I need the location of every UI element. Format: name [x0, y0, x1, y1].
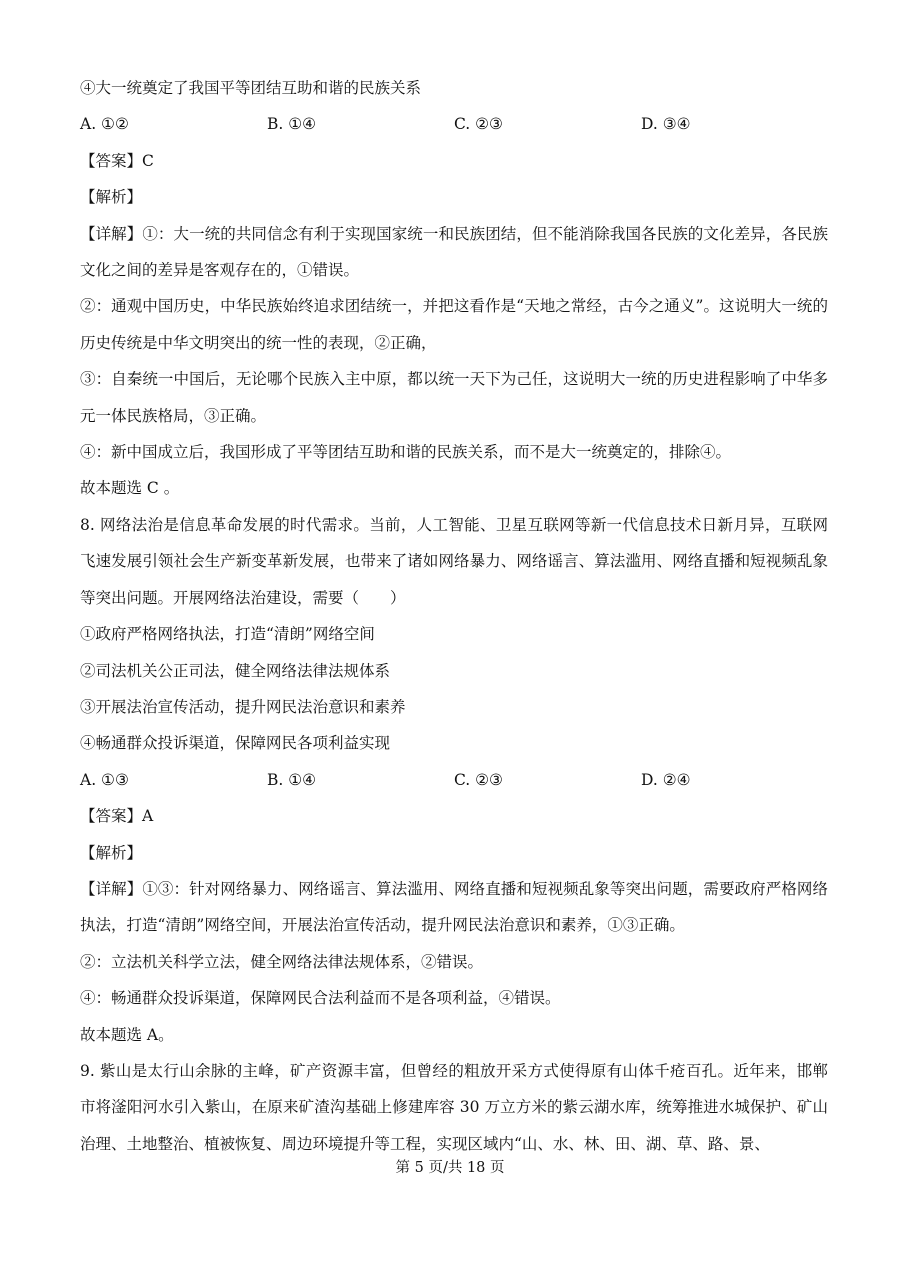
q8-option-a: A. ①③	[80, 770, 129, 789]
q7-detail-3: ③：自秦统一中国后，无论哪个民族入主中原，都以统一天下为己任，这说明大一统的历史进程影响了中华多元一体民族格局，③正确。	[80, 370, 828, 425]
q7-option-a: A. ①②	[80, 115, 129, 134]
q9-stem: 9. 紫山是太行山余脉的主峰，矿产资源丰富，但曾经的粗放开采方式使得原有山体千疮百孔。近年来，邯郸市将滏阳河水引入紫山，在原来矿渣沟基础上修建库容 30 万立方米的紫云湖水库，统筹推进水城保护、矿山治理、土地整治、植被恢复、周边环境提升等工程，实现区域内“山、水、林、田、湖、草、路、景、	[80, 1061, 828, 1153]
q8-stem: 8. 网络法治是信息革命发展的时代需求。当前，人工智能、卫星互联网等新一代信息技术日新月异，互联网飞速发展引领社会生产新变革新发展，也带来了诸如网络暴力、网络谣言、算法滥用、网络直播和短视频乱象等突出问题。开展网络法治建设，需要（ ）	[80, 515, 828, 607]
q8-item-2: ②司法机关公正司法，健全网络法律法规体系	[80, 661, 391, 680]
q8-option-b: B. ①④	[267, 770, 317, 789]
q7-detail-2: ②：通观中国历史，中华民族始终追求团结统一，并把这看作是“天地之常经，古今之通义”。这说明大一统的历史传统是中华文明突出的统一性的表现，②正确，	[80, 297, 828, 352]
q8-analysis-label: 【解析】	[80, 843, 143, 862]
q7-analysis-label: 【解析】	[80, 188, 143, 207]
q8-options	[80, 762, 828, 798]
q7-conclusion: 故本题选 C 。	[80, 479, 180, 498]
q7-option-b: B. ①④	[267, 115, 317, 134]
q7-item-4: ④大一统奠定了我国平等团结互助和谐的民族关系	[80, 79, 422, 97]
q7-option-d: D. ③④	[641, 115, 691, 134]
q8-item-1: ①政府严格网络执法，打造“清朗”网络空间	[80, 625, 375, 644]
q8-item-4: ④畅通群众投诉渠道，保障网民各项利益实现	[80, 734, 391, 753]
q8-conclusion: 故本题选 A。	[80, 1025, 174, 1044]
q7-answer: 【答案】C	[80, 151, 154, 170]
q7-options	[80, 106, 828, 142]
q7-option-c: C. ②③	[454, 115, 503, 134]
q7-detail-4: ④：新中国成立后，我国形成了平等团结互助和谐的民族关系，而不是大一统奠定的，排除④。	[80, 443, 732, 462]
q8-detail-3: ④：畅通群众投诉渠道，保障网民合法利益而不是各项利益，④错误。	[80, 989, 561, 1008]
q8-option-c: C. ②③	[454, 770, 503, 789]
page-footer: 第 5 页/共 18 页	[395, 1160, 505, 1176]
q8-option-d: D. ②④	[641, 770, 691, 789]
q7-detail-1: 【详解】①：大一统的共同信念有利于实现国家统一和民族团结，但不能消除我国各民族的文化差异，各民族文化之间的差异是客观存在的，①错误。	[80, 224, 828, 280]
q8-detail-1: 【详解】①③：针对网络暴力、网络谣言、算法滥用、网络直播和短视频乱象等突出问题，需要政府严格网络执法，打造“清朗”网络空间，开展法治宣传活动，提升网民法治意识和素养，①③正确。	[80, 879, 828, 935]
page-content	[80, 70, 828, 1162]
q8-answer: 【答案】A	[80, 807, 154, 826]
q8-detail-2: ②：立法机关科学立法，健全网络法律法规体系，②错误。	[80, 952, 484, 971]
q8-item-3: ③开展法治宣传活动，提升网民法治意识和素养	[80, 697, 406, 716]
